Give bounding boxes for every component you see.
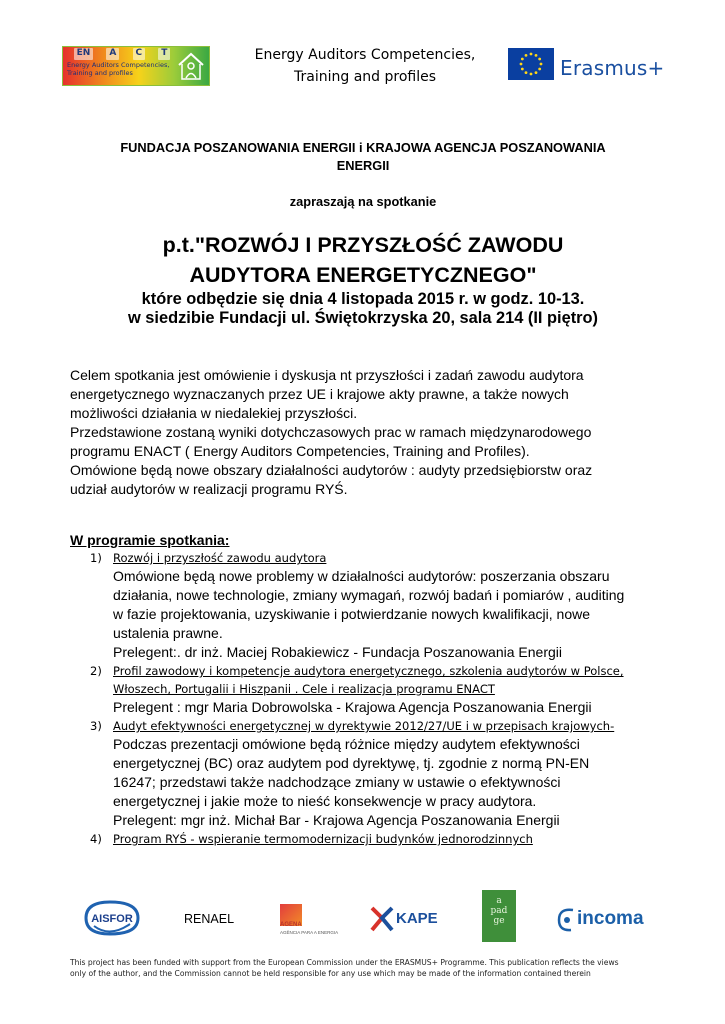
program-item [70, 662, 660, 717]
eu-star-icon [530, 73, 533, 76]
eu-star-icon [521, 68, 524, 71]
incoma-text: incoma [577, 908, 644, 929]
agena-logo [274, 904, 338, 942]
erasmus-logo-text: Erasmus+ [560, 56, 665, 80]
eu-star-icon [538, 68, 541, 71]
enact-letter: T [158, 48, 170, 60]
enact-letter: C [133, 48, 146, 60]
agena-subtitle: AGÊNCIA PARA A ENERGIA [280, 930, 339, 935]
eu-star-icon [525, 71, 528, 74]
header-title [230, 44, 500, 88]
intro-line: energetycznego wyznaczanych przez UE i krajowe akty prawne, a także nowych [70, 386, 569, 402]
program-item-number: 2) [90, 664, 102, 678]
eu-flag-icon [508, 48, 554, 80]
intro-line: możliwości działania w niedalekiej przyszłości. [70, 405, 358, 421]
program-item-heading: Program RYŚ - wspieranie termomodernizacji budynków jednorodzinnych [113, 832, 533, 846]
kape-logo [368, 904, 440, 936]
aisfor-logo [80, 898, 144, 938]
intro-line: Celem spotkania jest omówienie i dyskusja nt przyszłości i zadań zawodu audytora [70, 367, 584, 383]
enact-letter: A [106, 48, 119, 60]
enact-logo [62, 46, 210, 86]
renael-logo-text: RENAEL [184, 912, 235, 926]
program-item-text: Podczas prezentacji omówione będą różnice między audytem efektywności [113, 736, 580, 752]
meeting-date-venue [62, 290, 664, 328]
apadge-text-line: ge [493, 916, 505, 926]
program-item-heading: Włoszech, Portugalii i Hiszpanii . Cele i realizacja programu ENACT [113, 682, 495, 696]
program-item-text: energetycznej i jakie może to nieść konsekwencje w pracy audytora. [113, 793, 537, 809]
eu-star-icon [520, 63, 523, 66]
aisfor-text: AISFOR [91, 913, 133, 925]
apadge-text [482, 896, 516, 926]
program-item [70, 549, 660, 662]
house-person-icon [176, 51, 206, 81]
eu-star-icon [535, 54, 538, 57]
apadge-text-line: pad [490, 906, 508, 916]
kape-text: KAPE [396, 910, 438, 927]
meeting-title-line: p.t."ROZWÓJ I PRZYSZŁOŚĆ ZAWODU [162, 233, 564, 257]
enact-tagline: Energy Auditors Competencies, Training and profiles [67, 61, 170, 77]
program-item [70, 717, 660, 830]
program-item-text: 16247; przedstawi także nadchodzące zmiany w ustawie o efektywności [113, 774, 561, 790]
incoma-swirl-icon [555, 904, 577, 934]
program-item-text: energetycznej (BC) oraz audytem pod dyrektywę, tj. zgodnie z normą PN-EN [113, 755, 590, 771]
program-item-text: działania, nowe technologie, zmiany wymagań, rozwój badań i pomiarów , auditing [113, 587, 625, 603]
program-heading: W programie spotkania: [70, 532, 230, 548]
program-item-number: 1) [90, 551, 102, 565]
disclaimer-line: only of the author, and the Commission cannot be held responsible for any use which may be made of the information contained therein [70, 969, 591, 978]
eu-star-icon [535, 71, 538, 74]
meeting-title-line: AUDYTORA ENERGETYCZNEGO" [189, 263, 537, 287]
program-item-text: w fazie projektowania, uzyskiwanie i potwierdzanie nowych kwalifikacji, nowe [113, 606, 590, 622]
intro-line: Przedstawione zostaną wyniki dotychczasowych prac w ramach międzynarodowego [70, 424, 592, 440]
eu-star-icon [525, 54, 528, 57]
intro-line: udział audytorów w realizacji programu RYŚ. [70, 481, 348, 497]
meeting-date: które odbędzie się dnia 4 listopada 2015 r. w godz. 10-13. [141, 290, 585, 308]
eu-star-icon [521, 58, 524, 61]
enact-letter: EN [74, 48, 94, 60]
invite-text: zapraszają na spotkanie [289, 194, 437, 209]
apadge-text-line: a [496, 896, 502, 906]
eu-star-icon [530, 53, 533, 56]
intro-paragraph [70, 366, 660, 499]
program-item-text: Omówione będą nowe problemy w działalności audytorów: poszerzania obszaru [113, 568, 610, 584]
eu-star-icon [540, 63, 543, 66]
program-item-speaker: Prelegent:. dr inż. Maciej Robakiewicz - Fundacja Poszanowania Energii [113, 644, 562, 660]
disclaimer-line: This project has been funded with support from the European Commission under the ERASMUS+ Programme. This publication reflects the views [70, 958, 619, 967]
enact-letters [67, 48, 177, 60]
funding-disclaimer [70, 957, 650, 979]
organisers [62, 139, 664, 175]
meeting-venue: w siedzibie Fundacji ul. Świętokrzyska 20, sala 214 (II piętro) [127, 309, 599, 327]
program-item-text: ustalenia prawne. [113, 625, 223, 641]
incoma-logo [555, 904, 659, 938]
header-title-line: Training and profiles [294, 69, 436, 85]
kape-mark-icon [368, 904, 396, 934]
program-item-heading: Audyt efektywności energetycznej w dyrektywie 2012/27/UE i w przepisach krajowych- [113, 719, 615, 733]
apadge-logo [482, 890, 516, 942]
meeting-title [62, 230, 664, 290]
program-item-speaker: Prelegent : mgr Maria Dobrowolska - Krajowa Agencja Poszanowania Energii [113, 699, 592, 715]
agena-name: AGENA [280, 922, 302, 928]
intro-line: programu ENACT ( Energy Auditors Competencies, Training and Profiles). [70, 443, 530, 459]
eu-star-icon [538, 58, 541, 61]
program-item-heading: Rozwój i przyszłość zawodu audytora [113, 551, 327, 565]
program-item-speaker: Prelegent: mgr inż. Michał Bar - Krajowa Agencja Poszanowania Energii [113, 812, 560, 828]
program-item-number: 3) [90, 719, 102, 733]
program-item-number: 4) [90, 832, 102, 846]
program-item-heading: Profil zawodowy i kompetencje audytora energetycznego, szkolenia audytorów w Polsce, [113, 664, 624, 678]
organisers-line: FUNDACJA POSZANOWANIA ENERGII i KRAJOWA AGENCJA POSZANOWANIA [120, 140, 606, 155]
organisers-line: ENERGII [336, 158, 390, 173]
intro-line: Omówione będą nowe obszary działalności audytorów : audyty przedsiębiorstw oraz [70, 462, 593, 478]
header-title-line: Energy Auditors Competencies, [254, 47, 476, 63]
program-item [70, 830, 660, 848]
program-list [70, 549, 660, 848]
